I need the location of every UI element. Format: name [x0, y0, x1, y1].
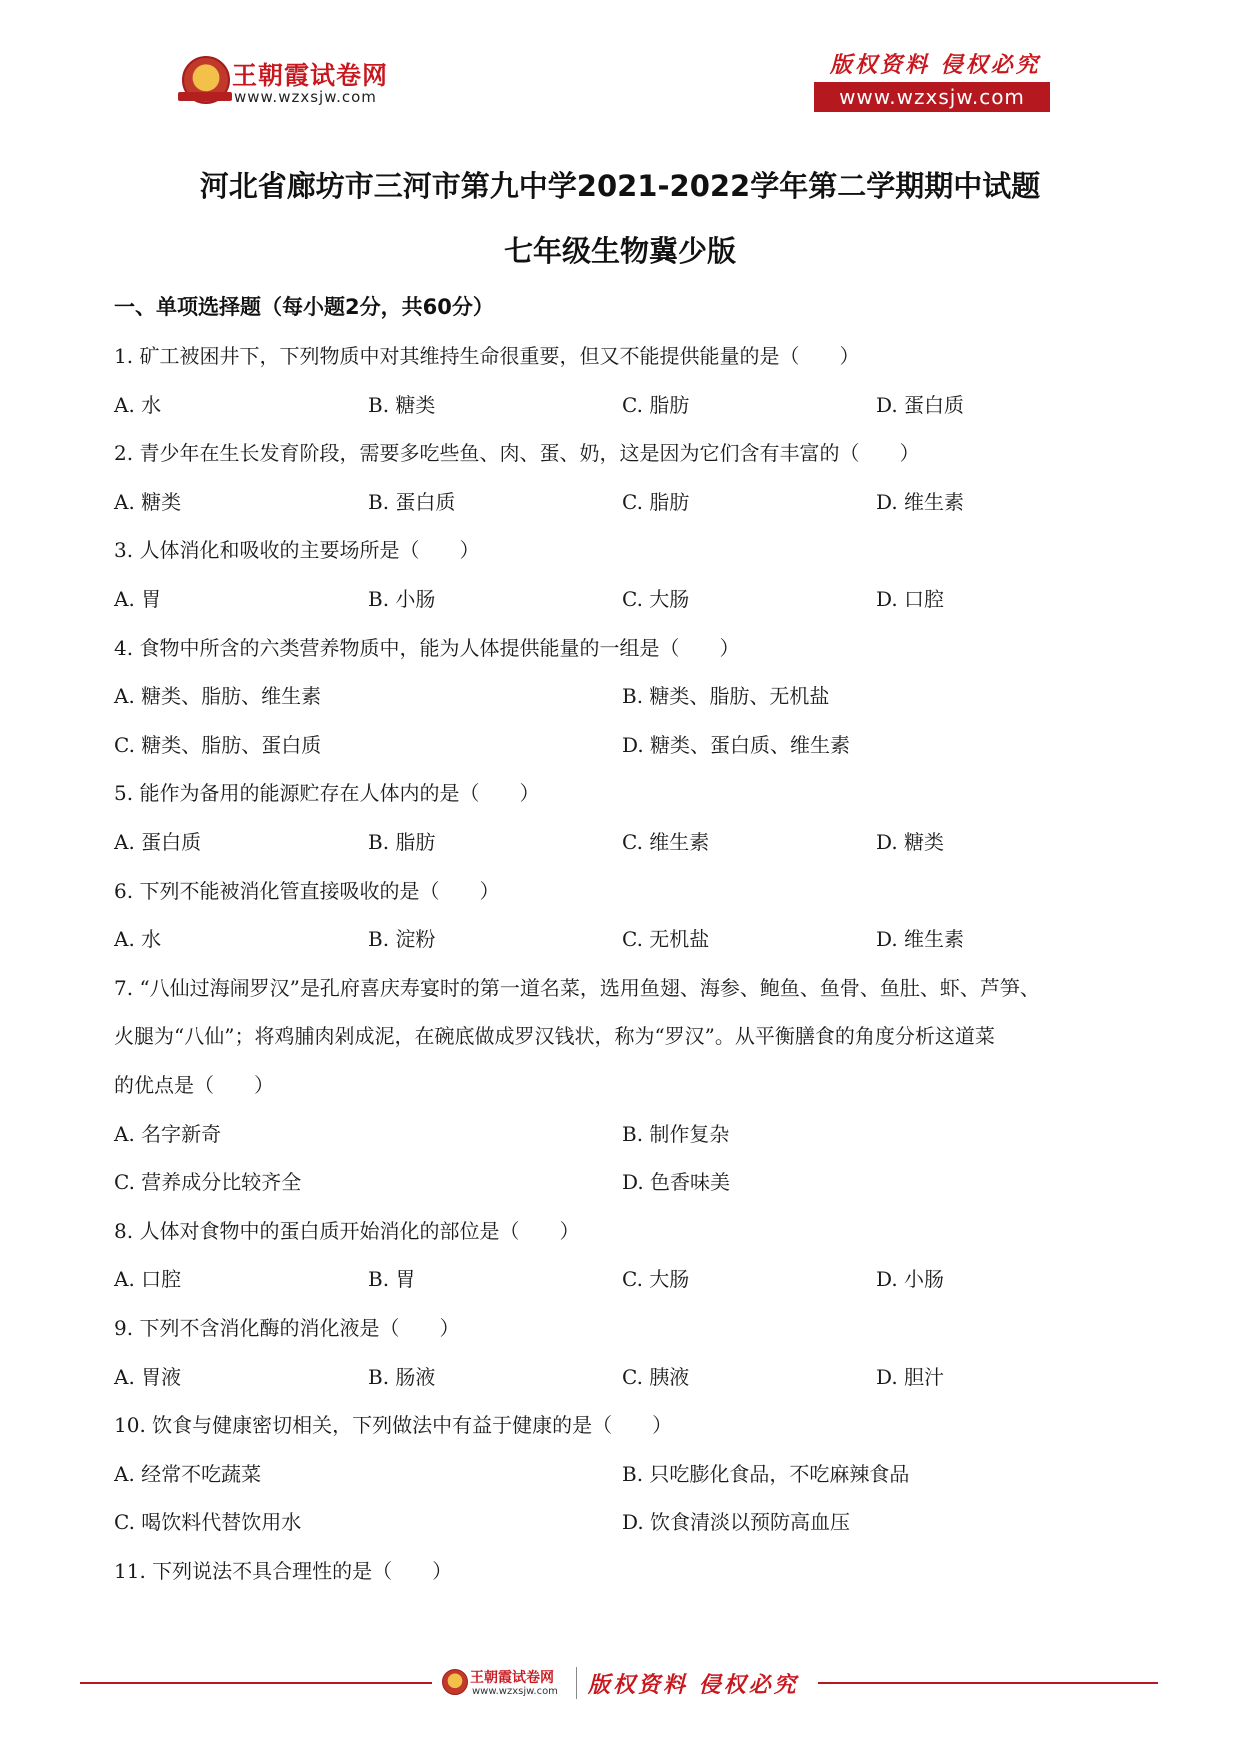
question-stem: 4. 食物中所含的六类营养物质中，能为人体提供能量的一组是（ ） [114, 635, 740, 660]
question-stem: 3. 人体消化和吸收的主要场所是（ ） [114, 538, 480, 563]
answer-option: C. 脂肪 [622, 392, 690, 417]
answer-option: C. 营养成分比较齐全 [114, 1170, 302, 1195]
answer-option: B. 小肠 [368, 587, 436, 611]
answer-option: B. 糖类、脂肪、无机盐 [622, 684, 830, 709]
answer-option: A. 胃液 [114, 1364, 182, 1389]
question-stem: 11. 下列说法不具合理性的是（ ） [114, 1559, 453, 1583]
answer-option: D. 胆汁 [876, 1364, 945, 1389]
answer-option: C. 脂肪 [622, 489, 690, 514]
answer-option: D. 糖类、蛋白质、维生素 [622, 732, 851, 757]
answer-option: D. 维生素 [876, 927, 965, 952]
answer-option: A. 名字新奇 [114, 1121, 222, 1146]
answer-option: C. 糖类、脂肪、蛋白质 [114, 732, 322, 757]
answer-option: B. 胃 [368, 1267, 416, 1292]
header-logo [182, 52, 412, 112]
exam-title: 河北省廊坊市三河市第九中学2021-2022学年第二学期期中试题 [199, 169, 1041, 203]
footer-brand-url: www.wzxsjw.com [472, 1686, 558, 1697]
answer-option: D. 口腔 [876, 587, 945, 611]
answer-option: B. 脂肪 [368, 830, 436, 854]
question-stem: 9. 下列不含消化酶的消化液是（ ） [114, 1316, 460, 1340]
answer-option: B. 糖类 [368, 392, 436, 417]
answer-option: D. 饮食清淡以预防高血压 [622, 1510, 851, 1535]
question-stem: 火腿为“八仙”；将鸡脯肉剁成泥，在碗底做成罗汉钱状，称为“罗汉”。从平衡膳食的角度分析这道菜 [114, 1024, 995, 1049]
header-copyright-block [814, 48, 1054, 114]
answer-option: A. 水 [114, 392, 162, 417]
website-url-bar: www.wzxsjw.com [814, 82, 1050, 112]
answer-option: A. 口腔 [114, 1267, 182, 1292]
section-heading: 一、单项选择题（每小题2分，共60分） [114, 295, 494, 319]
answer-option: D. 糖类 [876, 830, 945, 854]
question-stem: 2. 青少年在生长发育阶段，需要多吃些鱼、肉、蛋、奶，这是因为它们含有丰富的（ ） [114, 441, 920, 466]
answer-option: C. 喝饮料代替饮用水 [114, 1510, 302, 1535]
brand-name: 王朝霞试卷网 [232, 61, 389, 90]
answer-option: A. 水 [114, 927, 162, 952]
footer-copyright: 版权资料 侵权必究 [588, 1672, 799, 1698]
question-stem: 1. 矿工被困井下，下列物质中对其维持生命很重要，但又不能提供能量的是（ ） [114, 344, 860, 368]
answer-option: B. 肠液 [368, 1364, 436, 1389]
answer-option: C. 胰液 [622, 1364, 690, 1389]
footer-separator [576, 1667, 577, 1699]
answer-option: D. 维生素 [876, 489, 965, 514]
exam-subtitle: 七年级生物冀少版 [503, 234, 736, 268]
answer-option: C. 维生素 [622, 830, 710, 854]
answer-option: C. 大肠 [622, 587, 690, 611]
answer-option: A. 糖类、脂肪、维生素 [114, 684, 322, 709]
footer-brand-name: 王朝霞试卷网 [470, 1670, 554, 1686]
answer-option: D. 色香味美 [622, 1170, 731, 1195]
answer-option: C. 无机盐 [622, 927, 710, 952]
question-stem: 8. 人体对食物中的蛋白质开始消化的部位是（ ） [114, 1218, 580, 1243]
answer-option: D. 蛋白质 [876, 392, 965, 417]
brand-url: www.wzxsjw.com [234, 88, 377, 106]
question-stem: 5. 能作为备用的能源贮存在人体内的是（ ） [114, 781, 540, 806]
footer-divider-left [80, 1682, 432, 1684]
answer-option: B. 制作复杂 [622, 1121, 730, 1146]
answer-option: D. 小肠 [876, 1267, 945, 1292]
answer-option: B. 只吃膨化食品，不吃麻辣食品 [622, 1461, 910, 1486]
copyright-notice: 版权资料 侵权必究 [830, 52, 1041, 78]
answer-option: A. 蛋白质 [114, 830, 202, 854]
answer-option: A. 胃 [114, 587, 162, 611]
answer-option: A. 糖类 [114, 489, 182, 514]
question-stem: 的优点是（ ） [114, 1073, 274, 1097]
answer-option: B. 蛋白质 [368, 489, 456, 514]
answer-option: C. 大肠 [622, 1267, 690, 1292]
footer-divider-right [818, 1682, 1158, 1684]
question-stem: 7. “八仙过海闹罗汉”是孔府喜庆寿宴时的第一道名菜，选用鱼翅、海参、鲍鱼、鱼骨、鱼肚、虾、芦笋、 [114, 975, 1040, 1000]
seal-ribbon [178, 92, 232, 101]
question-stem: 10. 饮食与健康密切相关，下列做法中有益于健康的是（ ） [114, 1413, 673, 1438]
question-stem: 6. 下列不能被消化管直接吸收的是（ ） [114, 878, 500, 903]
answer-option: B. 淀粉 [368, 927, 436, 952]
footer-seal-icon [442, 1669, 468, 1695]
answer-option: A. 经常不吃蔬菜 [114, 1461, 262, 1486]
